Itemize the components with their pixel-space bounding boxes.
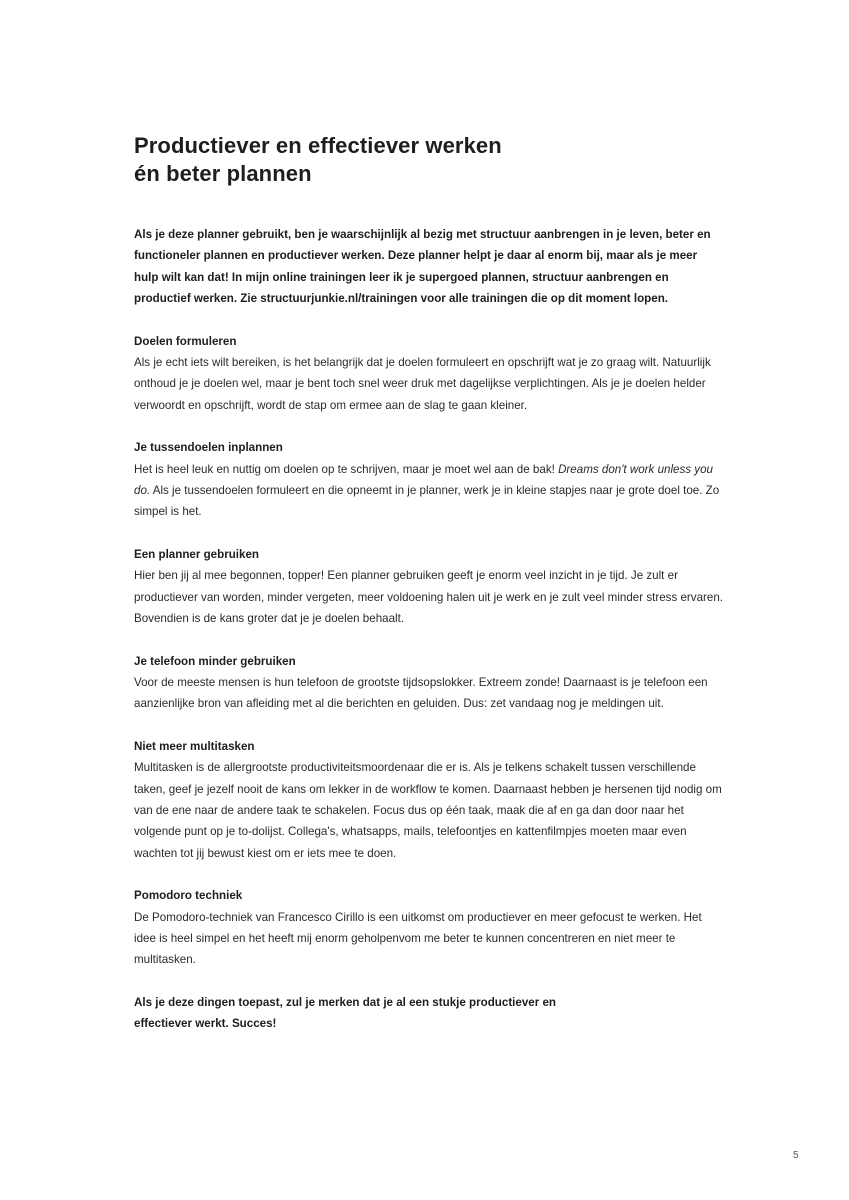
section-heading: Een planner gebruiken <box>134 547 259 561</box>
section-heading: Doelen formuleren <box>134 334 237 348</box>
section-doelen-formuleren <box>134 331 724 417</box>
section-tussendoelen-inplannen <box>134 437 724 523</box>
section-planner-gebruiken <box>134 544 724 630</box>
section-body <box>134 459 724 523</box>
page-title-line-2: én beter plannen <box>134 161 312 186</box>
section-body-text: Het is heel leuk en nuttig om doelen op te schrijven, maar je moet wel aan de bak! <box>134 462 559 476</box>
page-title <box>134 132 724 188</box>
section-body: Hier ben jij al mee begonnen, topper! Een planner gebruiken geeft je enorm veel inzicht in je tijd. Je zult er productiever van worden, minder vergeten, meer voldoening halen uit je werk en je zult veel minder stress ervaren. Bovendien is de kans groter dat je je doelen behaalt. <box>134 569 724 626</box>
section-body: Als je echt iets wilt bereiken, is het belangrijk dat je doelen formuleert en opschrijft wat je zo graag wilt. Natuurlijk onthoud je je doelen wel, maar je bent toch snel weer druk met dagelijkse verplichtingen. Als je je doelen helder verwoordt en opschrijft, wordt de stap om ermee aan de slag te gaan kleiner. <box>134 356 711 412</box>
section-heading: Je telefoon minder gebruiken <box>134 654 296 668</box>
section-niet-meer-multitasken <box>134 736 724 864</box>
closing-paragraph: Als je deze dingen toepast, zul je merken dat je al een stukje productiever en effectiever werkt. Succes! <box>134 995 557 1031</box>
page-content <box>134 132 724 1035</box>
section-heading: Je tussendoelen inplannen <box>134 441 283 455</box>
intro-paragraph: Als je deze planner gebruikt, ben je waarschijnlijk al bezig met structuur aanbrengen in je leven, beter en functioneler plannen en productiever werken. Deze planner helpt je daar al enorm bij, maar als je meer hulp wilt kan dat! In mijn online trainingen leer ik je supergoed plannen, structuur aanbrengen en productief werken. Zie structuurjunkie.nl/trainingen voor alle trainingen die op dit moment lopen. <box>134 228 711 306</box>
section-body: De Pomodoro-techniek van Francesco Cirillo is een uitkomst om productiever en meer gefocust te werken. Het idee is heel simpel en het heeft mij enorm geholpenvom me beter te kunnen concentreren en niet meer te multitasken. <box>134 910 702 967</box>
section-telefoon-minder-gebruiken <box>134 651 724 715</box>
section-body: Multitasken is de allergrootste productiviteitsmoordenaar die er is. Als je telkens schakelt tussen verschillende taken, geef je jezelf nooit de kans om lekker in de workflow te komen. Daarnaast hebben je hersenen tijd nodig om van de ene naar de andere taak te schakelen. Focus dus op één taak, maak die af en ga dan door naar het volgende punt op je to-dolijst. Collega's, whatsapps, mails, telefoontjes en kattenfilmpjes moeten maar even wachten tot jij bewust kiest om er iets mee te doen. <box>134 761 722 860</box>
section-body-text: Als je tussendoelen formuleert en die opneemt in je planner, werk je in kleine stapjes naar je grote doel toe. Zo simpel is het. <box>134 484 720 519</box>
section-body: Voor de meeste mensen is hun telefoon de grootste tijdsopslokker. Extreem zonde! Daarnaast is je telefoon een aanzienlijke bron van afleiding met al die berichten en geluiden. Dus: zet vandaag nog je meldingen uit. <box>134 675 708 711</box>
page-number: 5 <box>793 1150 799 1161</box>
section-heading: Niet meer multitasken <box>134 739 255 753</box>
page-title-line-1: Productiever en effectiever werken <box>134 133 502 158</box>
section-body-quote: Dreams don't work unless you do. <box>134 462 713 498</box>
section-heading: Pomodoro techniek <box>134 889 243 903</box>
section-pomodoro-techniek <box>134 885 724 971</box>
